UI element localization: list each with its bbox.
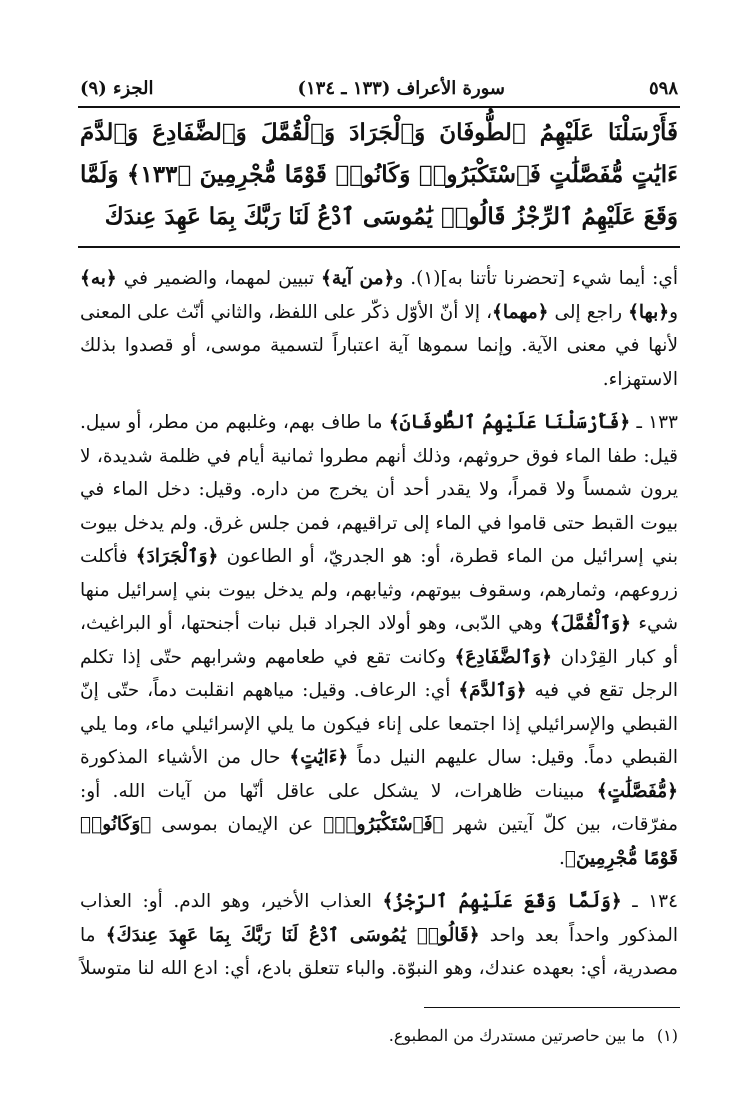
- text-run: .: [558, 847, 565, 869]
- verse-number: ١٣٤ ـ: [621, 891, 679, 912]
- commentary-paragraph-3: [80, 885, 678, 986]
- footnote-text: ما بين حاصرتين مستدرك من المطبوع.: [388, 1026, 645, 1045]
- text-run: أي: أيما شيء [تحضرنا تأتنا به]: [440, 268, 679, 289]
- surah-title: سورة الأعراف (١٣٣ ـ ١٣٤): [297, 77, 506, 99]
- verse-number: ١٣٣ ـ: [630, 412, 678, 433]
- quran-quote: ﴿من آية﴾: [321, 268, 395, 289]
- text-run: راجع إلى: [548, 301, 629, 323]
- text-run: فأكلت زروعهم، وثمارهم، وسقوف بيوتهم، وثيابهم، ولم يدخل بيوت بني إسرائيل منها شيء: [80, 546, 678, 634]
- text-run: ما مصدرية، أي: بعهده عندك، وهو النبوّة. والباء تتعلق بادع، أي: ادع الله لنا متوسلاً: [80, 924, 678, 979]
- quran-quote: ﴿فَٱسْتَكْبَرُوا۟﴾: [323, 814, 444, 835]
- quran-quote: ﴿بها﴾: [628, 301, 670, 323]
- text-run: وهي الدّبى، وهو أولاد الجراد قبل نبات أجنحتها، أو البراغيث، أو كبار القِرْدان: [80, 613, 679, 668]
- commentary: [80, 262, 678, 986]
- quran-quote: ﴿وَلَمَّا وَقَعَ عَلَيْهِمُ ٱلرِّجْزُ﴾: [382, 891, 622, 912]
- text-run: العذاب الأخير، وهو الدم. أو: العذاب المذكور واحداً بعد واحد: [80, 891, 678, 946]
- header-rule: [78, 106, 680, 108]
- verse-divider: [78, 246, 680, 248]
- text-run: ما طاف بهم، وغلبهم من مطر، أو سيل. قيل: طفا الماء فوق حروثهم، وذلك أنهم مطروا ثمانية أيام في ظلمة شديدة، لا يرون شمساً ولا قمراً، ولا يقدر أحد أن يخرج من داره. وقيل: دخل الماء في بيوت القبط حتى قاموا في الماء إلى تراقيهم، فمن جلس غرق. ولم يدخل بيوت بني إسرائيل من الماء قطرة، أو: هو الجدريّ، أو الطاعون: [80, 412, 679, 567]
- commentary-paragraph-1: [80, 262, 678, 396]
- footnote-number: (١): [656, 1026, 678, 1045]
- quran-quote: ﴿وَكَانُوا۟ قَوْمًا مُّجْرِمِينَ﴾: [80, 814, 678, 869]
- quran-verse: فَأَرْسَلْنَا عَلَيْهِمُ ٱلطُّوفَانَ وَٱلْجَرَادَ وَٱلْقُمَّلَ وَٱلضَّفَادِعَ وَٱلدَّمَ ءَايَٰتٍ مُّفَصَّلَٰتٍ فَٱسْتَكْبَرُوا۟ وَكَانُوا۟ قَوْمًا مُّجْرِمِينَ ﴿١٣٣﴾ وَلَمَّا وَقَعَ عَلَيْهِمُ ٱلرِّجْزُ قَالُوا۟ يَٰمُوسَى ٱدْعُ لَنَا رَبَّكَ بِمَا عَهِدَ عِندَكَ: [80, 119, 678, 230]
- text-run: حال من الأشياء المذكورة: [80, 747, 290, 768]
- quran-quote: ﴿وَٱلْقُمَّلَ﴾: [549, 613, 631, 634]
- text-run: تبيين لمهما، والضمير في: [116, 268, 322, 289]
- text-run: أي: الرعاف. وقيل: مياههم انقلبت دماً، حتّى إنّ القبطي والإسرائيلي إذا اجتمعا على إناء فيكون ما يلي الإسرائيلي ماء، وما يلي القبطي دماً. وقيل: سال عليهم النيل دماً: [80, 680, 679, 768]
- quran-quote: ﴿وَٱلْجَرَادَ﴾: [135, 546, 219, 567]
- text-run: عن الإيمان بموسى: [151, 814, 324, 835]
- commentary-paragraph-2: [80, 406, 678, 875]
- footnote-rule: [424, 1007, 680, 1008]
- part-label: الجزء (٩): [80, 77, 154, 99]
- text-run: مبينات ظاهرات، لا يشكل على عاقل أنّها من آيات الله. أو: مفرّقات، بين كلّ آيتين شهر: [80, 780, 678, 835]
- quran-quote: ﴿ءَايَٰتٍ﴾: [289, 747, 349, 768]
- text-run: و: [669, 301, 678, 323]
- quran-quote: ﴿فَأَرْسَلْنَا عَلَيْهِمُ ٱلطُّوفَانَ﴾: [388, 412, 631, 433]
- quran-quote: ﴿مُّفَصَّلَٰتٍ﴾: [596, 780, 678, 802]
- footnote: [80, 1023, 678, 1049]
- page-number: ٥٩٨: [648, 77, 678, 99]
- footnote-ref: (١): [416, 268, 441, 289]
- quran-quote: ﴿مهما﴾: [492, 301, 549, 323]
- quran-quote: ﴿وَٱلدَّمَ﴾: [458, 680, 527, 701]
- page-header: [80, 72, 678, 104]
- quran-quote: ﴿وَٱلضَّفَادِعَ﴾: [454, 646, 552, 668]
- text-run: وكانت تقع في طعامهم وشرابهم حتّى إذا تكلم الرجل تقع في فيه: [80, 646, 678, 701]
- quran-quote: ﴿به﴾: [80, 268, 117, 289]
- text-run: . و: [394, 268, 417, 289]
- text-run: ، إلا أنّ الأوّل ذكّر على اللفظ، والثاني أنّث على المعنى لأنها في معنى الآية. وإنما سموها آية اعتباراً لتسمية موسى، أو قصدوا بذلك الاستهزاء.: [80, 301, 678, 390]
- quran-quote: ﴿قَالُوا۟ يَٰمُوسَى ٱدْعُ لَنَا رَبَّكَ بِمَا عَهِدَ عِندَكَ﴾: [105, 924, 480, 946]
